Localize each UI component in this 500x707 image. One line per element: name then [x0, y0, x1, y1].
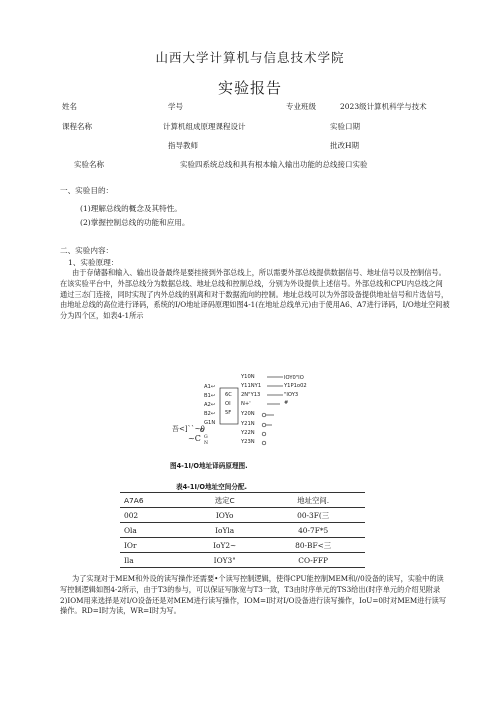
output-pin: N+': [241, 401, 251, 407]
output-pin: Y20N: [241, 411, 255, 417]
teacher-label: 指导教师: [168, 141, 198, 150]
major-value: 2023级计算机科学与技术: [340, 102, 427, 111]
table-cell: 00-3F(三: [261, 508, 365, 523]
content-heading: 二、实验内容：: [60, 246, 114, 255]
output-net: "IOY3: [284, 392, 299, 398]
table-row: [120, 523, 365, 538]
table-caption: 表4-1I/O地址空间分配.: [176, 483, 248, 491]
chip-label: OI: [225, 401, 231, 407]
principle-paragraph: 由于存储器和输入、输出设备最终是要挂接到外部总线上，所以需要外部总线提供数据信号、地址信号以及控制信号。在该实验平台中，外部总线分为数据总线、地址总线和控制总线，分别为外设提供上述信号。外部总线和CPU内总线之间通过三态门连接，同时实现了内外总线的别离和对于数据流向的控制。地址总线可以为外部设备提供地址信号和片选信号，由地址总线的高位进行译码，系统的I/O地址译码原理如图4-1(在地址总线单元)由于使用A6、A7进行译码，I/O地址空间被分为四个区，如表4-1所示: [60, 268, 450, 321]
output-net: IOY0"IO: [284, 375, 304, 381]
table-cell: IoYla: [188, 523, 261, 538]
school-name: 山西大学计算机与信息技术学院: [155, 50, 345, 65]
table-cell: 40-7F*5: [261, 523, 365, 538]
table-row: [120, 538, 365, 553]
gate-label: 吾<]``~0: [172, 425, 205, 433]
gate-label: G: [204, 435, 208, 440]
table-row: [120, 508, 365, 523]
pin-label: B2↩: [204, 411, 216, 417]
pin-label: A2↩: [204, 402, 216, 408]
id-label: 学号: [168, 102, 183, 111]
output-pin: 2N"Y13: [241, 392, 261, 398]
output-pin: Y23N: [241, 439, 255, 445]
chip-label: 6C: [225, 392, 232, 398]
table-header: 选定C: [188, 493, 261, 508]
table-cell: 80-BF<三: [261, 538, 365, 553]
table-row: [120, 553, 365, 568]
date-label: 实验口期: [330, 122, 360, 131]
objectives-heading: 一、实验目的：: [60, 186, 114, 195]
pin-label: G1N: [204, 420, 216, 426]
table-header: A7A6: [120, 493, 188, 508]
control-paragraph: 为了实现对于MEM和外设的读写操作还需要•个读写控制逻辑，使得CPU能控制MEM和//0设备的读写，实验中的读写控制逻辑如图4-2所示，由于T3的参与，可以保证写脉宽与T3一致，T3由时序单元的TS3给出(时序单元的介绍见附录2)IOM用来选择是对I/O设备还是对MEM进行读写操作，IOM=I时对I/O设备进行读写操作，IoU=0时对MEM进行读写操作。RD=I时为读，WR=I时为写。: [60, 574, 447, 616]
objective-item: (1)理解总线的概念及其特性。: [80, 204, 182, 213]
table-header: 地址空间.: [261, 493, 365, 508]
io-decoder-figure: [168, 370, 428, 458]
gate-label: ~C: [188, 434, 201, 443]
output-pin: Y22N: [241, 430, 255, 436]
table-cell: IOr: [120, 538, 188, 553]
course-value: 计算机组成原理课程设计: [163, 122, 246, 131]
pin-label: B1↩: [204, 393, 216, 399]
name-label: 姓名: [62, 102, 77, 111]
table-cell: IOY3": [188, 553, 261, 568]
exp-label: 实验名称: [74, 160, 104, 169]
output-pin: Y21N: [241, 421, 255, 427]
address-table: [120, 492, 365, 568]
table-cell: Ola: [120, 523, 188, 538]
major-label: 专业班级: [286, 102, 316, 111]
objective-item: (2)掌握控制总线的功能和应用。: [80, 218, 190, 227]
report-title: 实验报告: [217, 79, 282, 97]
chip-label: 5F: [225, 410, 232, 416]
output-pin: Y11NY1: [241, 383, 262, 389]
table-cell: Ila: [120, 553, 188, 568]
course-label: 课程名称: [62, 122, 92, 131]
table-cell: IOYo: [188, 508, 261, 523]
output-net: Y1P1o02: [284, 383, 307, 389]
table-cell: 002: [120, 508, 188, 523]
principle-subheading: 1、实验原理：: [68, 258, 119, 267]
table-cell: IoY2~: [188, 538, 261, 553]
output-pin: Y10N: [241, 374, 255, 380]
table-header-row: [120, 493, 365, 508]
pin-label: A1↩: [204, 384, 216, 390]
output-net: #: [284, 400, 289, 406]
grade-date-label: 批改H期: [330, 141, 360, 150]
figure-caption: 图4-1I/O地址译码原理图.: [170, 462, 248, 470]
gate-label: N: [204, 441, 209, 446]
table-cell: CO-FFP: [261, 553, 365, 568]
exp-value: 实验四系统总线和具有根本输入输出功能的总线接口实验: [180, 160, 368, 169]
